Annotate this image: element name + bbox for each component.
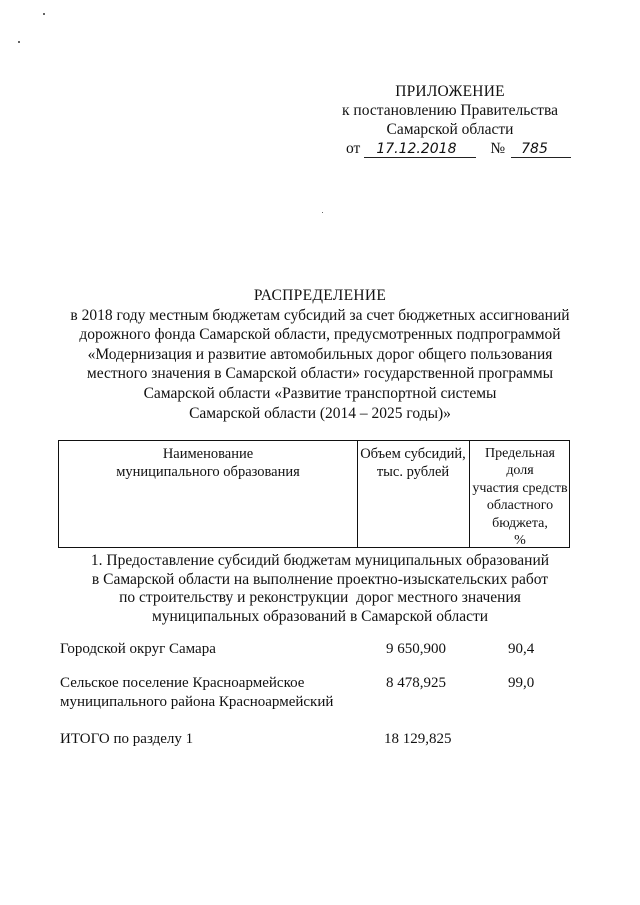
heading-line: местного значения в Самарской области» государственной программы <box>86 365 554 383</box>
number-prefix: № <box>490 140 506 157</box>
header-subsidy-amount: Объем субсидий, тыс. рублей <box>360 446 466 480</box>
row-2-amount: 8 478,925 <box>386 675 446 691</box>
handwritten-date: 17.12.2018 <box>364 142 476 158</box>
header-max-share: Предельная доля участия средств областного бюджета, % <box>472 446 568 549</box>
appendix-line-2: Самарской области <box>386 121 514 138</box>
row-2-name: Сельское поселение Красноармейское муниципального района Красноармейский <box>60 675 334 710</box>
total-amount: 18 129,825 <box>384 731 452 747</box>
row-1-share: 90,4 <box>508 641 535 657</box>
scan-speck <box>18 41 20 43</box>
appendix-date-number <box>330 139 570 158</box>
table-header <box>58 440 570 548</box>
total-label: ИТОГО по разделу 1 <box>60 731 194 747</box>
appendix-title: ПРИЛОЖЕНИЕ <box>395 83 505 100</box>
row-1-name: Городской округ Самара <box>60 641 216 657</box>
appendix-header <box>330 82 570 158</box>
heading-line: в 2018 году местным бюджетам субсидий за счет бюджетных ассигнований <box>70 306 570 324</box>
row-1-amount: 9 650,900 <box>386 641 446 657</box>
heading-line: Самарской области (2014 – 2025 годы)» <box>189 404 451 422</box>
document-heading <box>40 286 600 423</box>
date-prefix: от <box>346 140 361 157</box>
appendix-line-1: к постановлению Правительства <box>342 102 558 119</box>
scan-speck <box>322 212 323 213</box>
header-municipality: Наименование муниципального образования <box>116 446 300 480</box>
heading-line: Самарской области «Развитие транспортной системы <box>143 384 497 402</box>
heading-line: «Модернизация и развитие автомобильных дорог общего пользования <box>87 345 553 363</box>
heading-title: РАСПРЕДЕЛЕНИЕ <box>253 287 387 304</box>
section-1-title: 1. Предоставление субсидий бюджетам муниципальных образований в Самарской области на выполнение проектно-изыскательских работ по строительству и реконструкции дорог местного значения муниципальных образований в Самарской области <box>90 552 550 625</box>
handwritten-number: 785 <box>511 142 571 158</box>
scan-speck <box>43 13 45 15</box>
row-2-share: 99,0 <box>508 675 535 691</box>
heading-line: дорожного фонда Самарской области, предусмотренных подпрограммой <box>79 326 561 344</box>
